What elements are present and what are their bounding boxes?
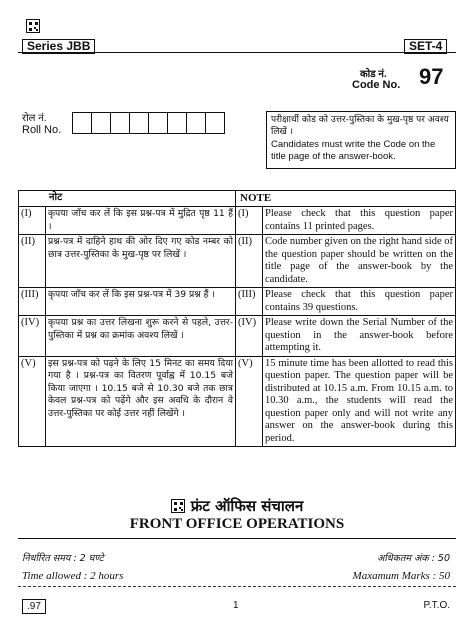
roll-box[interactable]: [148, 112, 168, 134]
notice-hi: परीक्षार्थी कोड को उत्तर-पुस्तिका के मुख-पृष्ठ पर अवश्य लिखें ।: [271, 115, 449, 137]
roll-box[interactable]: [91, 112, 111, 134]
qr-code-icon: [26, 19, 40, 33]
row-num-hi: (IV): [19, 316, 46, 357]
row-num-en: (I): [236, 207, 263, 235]
note-header-hi: नोट: [19, 191, 236, 207]
pto-label: P.T.O.: [423, 600, 450, 611]
series-label: Series JBB: [22, 39, 95, 54]
roll-box[interactable]: [129, 112, 149, 134]
max-marks-en: Maxamum Marks : 50: [352, 570, 450, 582]
row-text-en: Please check that this question paper contains 11 printed pages.: [263, 207, 456, 235]
instructions-table: [18, 190, 456, 447]
row-text-hi: कृपया प्रश्न का उत्तर लिखना शुरू करने से पहले, उत्तर-पुस्तिका में प्रश्न का क्रमांक अवश्य लिखें ।: [46, 316, 236, 357]
row-text-en: Please check that this question paper contains 39 questions.: [263, 288, 456, 316]
row-num-en: (III): [236, 288, 263, 316]
table-row: [19, 356, 456, 447]
row-text-en: Please write down the Serial Number of the question in the answer-book before attempting it.: [263, 316, 456, 357]
notice-en: Candidates must write the Code on the title page of the answer-book.: [271, 139, 436, 162]
subject-title-hi-wrap: [0, 496, 474, 516]
table-row: [19, 207, 456, 235]
row-text-hi: इस प्रश्न-पत्र को पढ़ने के लिए 15 मिनट का समय दिया गया है । प्रश्न-पत्र का वितरण पूर्वाह्न में 10.15 बजे किया जाएगा । 10.15 बजे से 10.30 बजे तक छात्र केवल प्रश्न-पत्र को पढ़ेंगे और इस अवधि के दौरान वे उत्तर-पुस्तिका पर कोई उत्तर नहीं लिखेंगे ।: [46, 356, 236, 447]
header-rule: [18, 52, 456, 53]
row-text-hi: प्रश्न-पत्र में दाहिने हाथ की ओर दिए गए कोड नम्बर को छात्र उत्तर-पुस्तिका के मुख-पृष्ठ पर लिखें ।: [46, 235, 236, 288]
row-text-hi: कृपया जाँच कर लें कि इस प्रश्न-पत्र में मुद्रित पृष्ठ 11 हैं ।: [46, 207, 236, 235]
row-num-en: (V): [236, 356, 263, 447]
table-row: [19, 316, 456, 357]
code-label-en: Code No.: [352, 79, 401, 91]
table-row: [19, 235, 456, 288]
footer-code: .97: [22, 599, 46, 614]
note-header-en: NOTE: [236, 191, 456, 207]
row-text-en: Code number given on the right hand side of the question paper should be written on the title page of the answer-book by the candidate.: [263, 235, 456, 288]
time-allowed-hi: निर्धारित समय : 2 घण्टे: [22, 553, 104, 564]
row-num-hi: (III): [19, 288, 46, 316]
code-label-hi: कोड नं.: [360, 69, 387, 80]
table-header-row: [19, 191, 456, 207]
roll-label-hi: रोल नं.: [22, 113, 47, 124]
row-num-en: (IV): [236, 316, 263, 357]
roll-box[interactable]: [110, 112, 130, 134]
table-row: [19, 288, 456, 316]
roll-box[interactable]: [186, 112, 206, 134]
title-rule: [18, 538, 456, 539]
time-allowed-en: Time allowed : 2 hours: [22, 570, 124, 582]
row-num-hi: (V): [19, 356, 46, 447]
subject-title-en: FRONT OFFICE OPERATIONS: [129, 516, 345, 532]
qr-code-icon: [171, 499, 185, 513]
row-num-hi: (II): [19, 235, 46, 288]
code-notice-box: [266, 111, 456, 169]
subject-title-hi: फ्रंट ऑफिस संचालन: [190, 497, 304, 515]
row-text-hi: कृपया जाँच कर लें कि इस प्रश्न-पत्र में 39 प्रश्न हैं ।: [46, 288, 236, 316]
max-marks-hi: अधिकतम अंक : 50: [377, 553, 450, 564]
row-num-hi: (I): [19, 207, 46, 235]
roll-label-en: Roll No.: [22, 124, 62, 136]
dashed-divider: [18, 586, 456, 587]
row-text-en: 15 minute time has been allotted to read this question paper. The question paper will be distributed at 10.15 a.m. From 10.15 a.m. to 10.30 a.m., the students will read the question paper only and will not write any answer on the answer-book during this period.: [263, 356, 456, 447]
roll-box[interactable]: [205, 112, 225, 134]
roll-box[interactable]: [72, 112, 92, 134]
roll-box[interactable]: [167, 112, 187, 134]
code-number: 97: [419, 64, 444, 89]
page-number: 1: [233, 600, 239, 611]
set-label: SET-4: [404, 39, 447, 54]
row-num-en: (II): [236, 235, 263, 288]
